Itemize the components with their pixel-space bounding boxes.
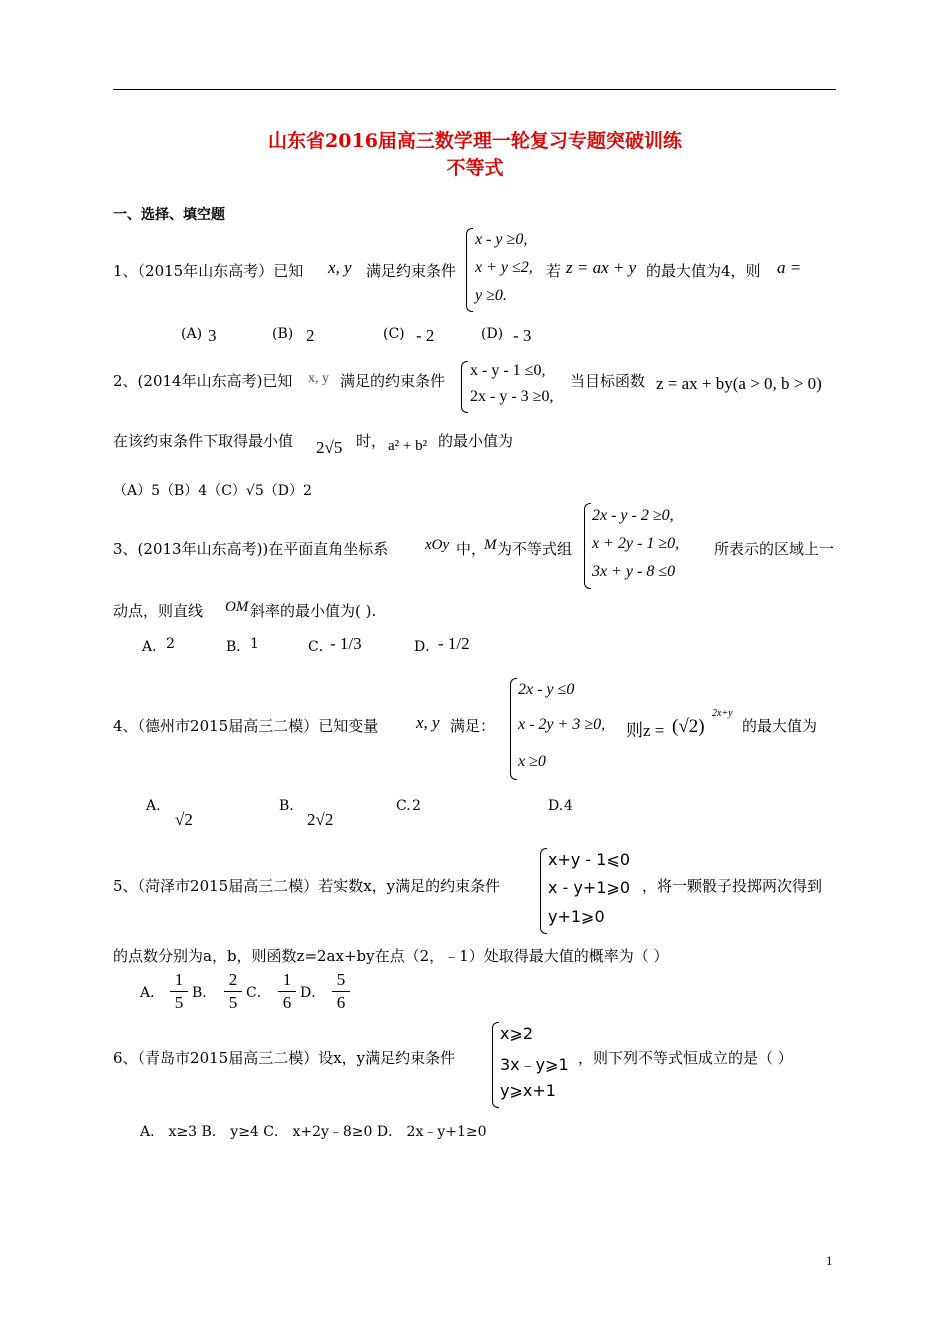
q3-mid2: 为不等式组 xyxy=(497,540,573,558)
q3-mid1: 中， xyxy=(456,540,487,558)
fraction-bar xyxy=(170,991,188,992)
q4-sys-2: x - 2y + 3 ≥0, xyxy=(518,716,606,733)
q2-sys-2: 2x - y - 3 ≥0, xyxy=(470,388,554,405)
q5-option-c-den: 6 xyxy=(282,993,292,1012)
q1-option-d-label: (D) xyxy=(481,326,504,342)
q5-option-b-den: 5 xyxy=(228,993,238,1012)
header-rule xyxy=(113,89,836,90)
q1-option-d-value: - 3 xyxy=(513,326,532,345)
q5-option-d-fraction xyxy=(332,970,350,1013)
q3-option-b-value: 1 xyxy=(250,636,259,652)
page-title: 山东省2016届高三数学理一轮复习专题突破训练 xyxy=(268,130,682,152)
q1-tail: 的最大值为4，则 xyxy=(646,262,761,280)
q1-option-c-value: - 2 xyxy=(416,326,435,345)
q5-option-b-label: B． xyxy=(192,985,217,1001)
q1-option-b-value: 2 xyxy=(306,326,315,345)
q4-sys-1: 2x - y ≤0 xyxy=(518,681,575,698)
q5-option-c-label: C． xyxy=(246,985,271,1001)
q6-brace xyxy=(492,1022,499,1108)
q6-sys-3: y⩾x+1 xyxy=(500,1081,556,1100)
q1-option-a-label: (A) xyxy=(181,326,203,342)
q1-option-c-label: (C) xyxy=(383,326,405,342)
q1-sys-3: y ≥0. xyxy=(475,287,507,304)
q3-option-c-value: - 1/3 xyxy=(330,634,362,653)
q2-brace xyxy=(461,361,468,413)
q1-ask: a = xyxy=(777,258,802,277)
page-subtitle: 不等式 xyxy=(446,157,504,179)
q3-option-a-value: 2 xyxy=(166,636,175,652)
q5-option-d-label: D． xyxy=(300,985,326,1001)
q1-vars: x, y xyxy=(328,258,352,277)
q3-brace xyxy=(584,503,591,589)
q4-option-d-value: 4 xyxy=(564,798,573,814)
q2-sys-1: x - y - 1 ≤0, xyxy=(470,362,546,379)
q4-option-c-label: C. xyxy=(396,798,411,814)
q1-sys-1: x - y ≥0, xyxy=(475,231,528,248)
q5-sys-3: y+1⩾0 xyxy=(548,907,605,926)
q2-expr2: a² + b² xyxy=(388,438,428,454)
q4-option-b-label: B. xyxy=(279,798,294,814)
q5-option-c-fraction xyxy=(278,970,296,1013)
q1-expr: z = ax + y xyxy=(566,258,637,277)
q3-option-d-value: - 1/2 xyxy=(438,634,470,653)
q5-option-b-num: 2 xyxy=(228,970,238,989)
fraction-bar xyxy=(332,991,350,992)
q5-sys-2: x - y+1⩾0 xyxy=(548,878,631,897)
q3-line2: 动点，则直线 xyxy=(113,602,204,620)
q2-options: （A）5（B）4（C）√5（D）2 xyxy=(113,483,312,499)
q3-coord: xOy xyxy=(425,537,450,553)
q2-line2-c: 的最小值为 xyxy=(438,432,514,450)
q3-option-d-label: D． xyxy=(414,639,440,655)
q5-option-d-num: 5 xyxy=(336,970,346,989)
q2-mid: 满足的约束条件 xyxy=(340,372,446,390)
q3-after: 所表示的区域上一 xyxy=(714,540,835,558)
q1-brace xyxy=(466,228,473,312)
q1-after: 若 xyxy=(546,262,562,280)
q5-option-a-num: 1 xyxy=(174,970,184,989)
q3-option-b-label: B． xyxy=(226,639,251,655)
q3-line2-b: 斜率的最小值为( ). xyxy=(250,602,377,620)
q4-brace xyxy=(510,678,517,780)
q5-prefix: 5、（菏泽市2015届高三二模）若实数x，y满足的约束条件 xyxy=(113,877,501,895)
q1-sys-2: x + y ≤2, xyxy=(475,259,533,276)
q2-prefix: 2、(2014年山东高考)已知 xyxy=(113,372,293,390)
q4-base: (√2) xyxy=(672,716,705,737)
q1-option-b-label: (B) xyxy=(272,326,294,342)
q5-option-a-den: 5 xyxy=(174,993,184,1012)
q6-sys-1: x⩾2 xyxy=(500,1024,534,1043)
q5-after: ，将一颗骰子投掷两次得到 xyxy=(642,877,823,895)
q1-mid: 满足约束条件 xyxy=(366,262,457,280)
q4-vars: x, y xyxy=(416,713,440,732)
q2-min-value: 2√5 xyxy=(316,438,343,457)
q6-options: A． x≥3 B． y≥4 C． x+2y﹣8≥0 D． 2x﹣y+1≥0 xyxy=(140,1124,487,1140)
q1-prefix: 1、（2015年山东高考）已知 xyxy=(113,262,304,280)
q4-option-d-label: D. xyxy=(548,798,564,814)
q4-tail: 的最大值为 xyxy=(742,717,818,735)
q2-after: 当目标函数 xyxy=(570,372,646,390)
q4-option-c-value: 2 xyxy=(412,798,421,814)
q4-exponent: 2x+y xyxy=(712,708,733,719)
q5-option-b-fraction xyxy=(224,970,242,1013)
q4-option-b-value: 2√2 xyxy=(307,810,334,829)
q6-prefix: 6、（青岛市2015届高三二模）设x，y满足约束条件 xyxy=(113,1049,456,1067)
q5-option-d-den: 6 xyxy=(336,993,346,1012)
q5-line2: 的点数分别为a，b，则函数z=2ax+by在点（2，﹣1）处取得最大值的概率为（ ） xyxy=(113,947,669,965)
q3-sys-1: 2x - y - 2 ≥0, xyxy=(592,507,674,524)
q4-prefix: 4、（德州市2015届高三二模）已知变量 xyxy=(113,717,379,735)
q4-mid: 满足： xyxy=(450,717,496,735)
q5-sys-1: x+y - 1⩽0 xyxy=(548,850,631,869)
q5-brace xyxy=(540,848,547,934)
q5-option-a-fraction xyxy=(170,970,188,1013)
q4-option-a-value: √2 xyxy=(175,810,193,829)
q4-sys-3: x ≥0 xyxy=(518,753,546,770)
q3-OM: OM xyxy=(225,599,249,615)
section-heading: 一、选择、填空题 xyxy=(113,207,225,223)
q2-vars: x, y xyxy=(308,371,329,386)
q2-expr: z = ax + by(a > 0, b > 0) xyxy=(656,374,822,393)
q3-option-c-label: C． xyxy=(308,639,333,655)
q5-option-a-label: A． xyxy=(140,985,165,1001)
q3-prefix: 3、(2013年山东高考))在平面直角坐标系 xyxy=(113,540,389,558)
q6-sys-2: 3x﹣y⩾1 xyxy=(500,1055,569,1074)
q3-option-a-label: A． xyxy=(142,639,167,655)
q4-after: 则z = xyxy=(626,721,665,740)
q3-sys-3: 3x + y - 8 ≤0 xyxy=(592,563,676,580)
fraction-bar xyxy=(224,991,242,992)
q4-option-a-label: A. xyxy=(146,798,161,814)
page-number: 1 xyxy=(826,1253,833,1268)
q3-M: M xyxy=(484,537,497,553)
q2-line2-a: 在该约束条件下取得最小值 xyxy=(113,432,294,450)
q1-option-a-value: 3 xyxy=(208,326,217,345)
q6-after: ，则下列不等式恒成立的是（ ） xyxy=(578,1049,793,1067)
q5-option-c-num: 1 xyxy=(282,970,292,989)
q3-sys-2: x + 2y - 1 ≥0, xyxy=(592,535,680,552)
q2-line2-b: 时， xyxy=(356,432,387,450)
fraction-bar xyxy=(278,991,296,992)
